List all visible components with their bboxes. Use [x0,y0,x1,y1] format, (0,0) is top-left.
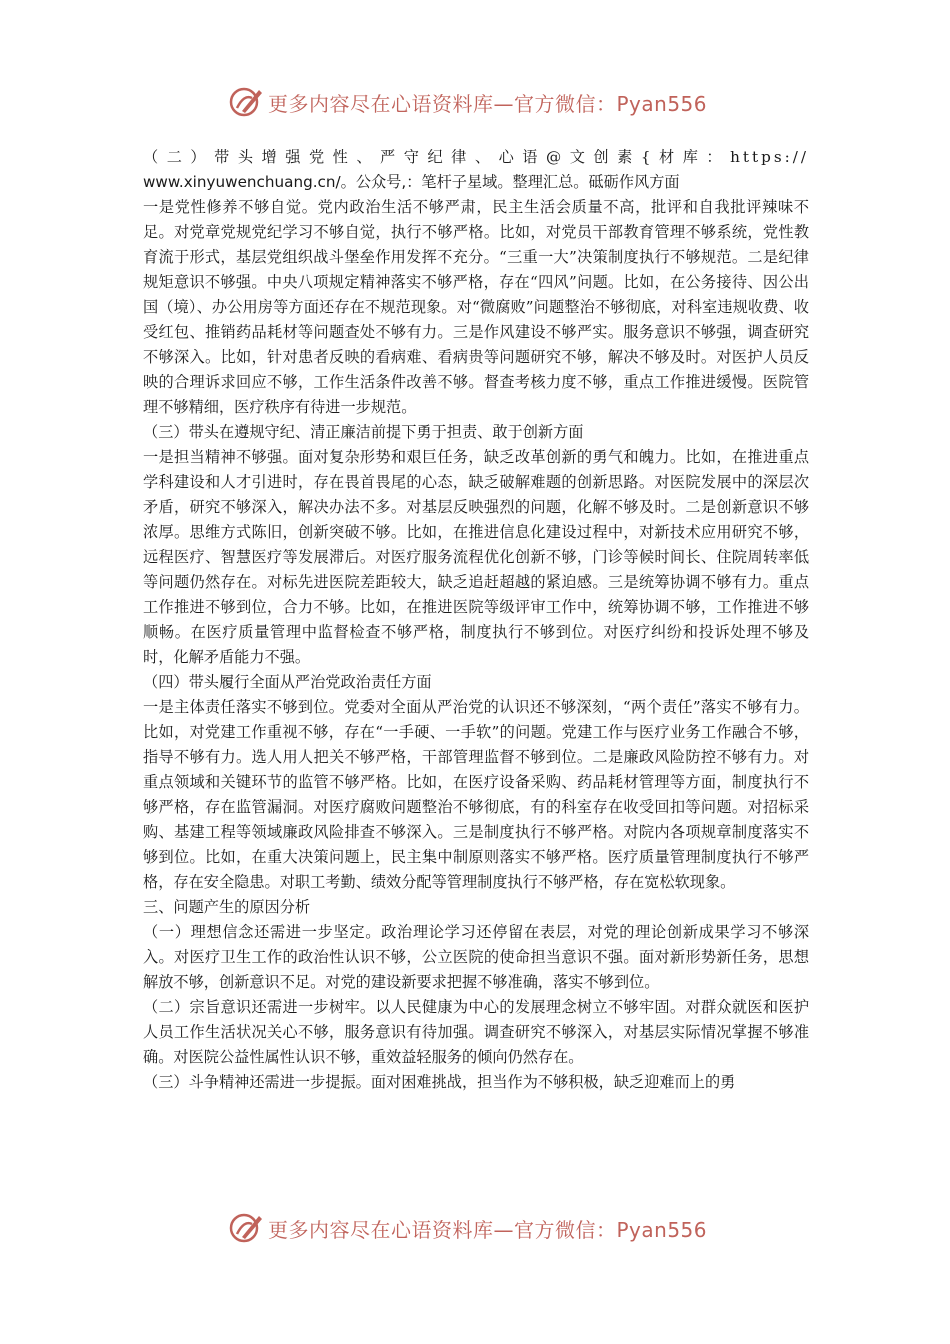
header-banner-text: 更多内容尽在心语资料库—官方微信：Pyan556 [268,91,708,116]
section-2-heading-line2: www.xinyuwenchuang.cn/。公众号,：笔杆子星域。整理汇总。砥砺作风方面 [143,173,680,191]
section-4-heading: （四）带头履行全面从严治党政治责任方面 [143,673,432,691]
cause-item-1: （一）理想信念还需进一步坚定。政治理论学习还停留在表层，对党的理论创新成果学习不够深入。对医疗卫生工作的政治性认识不够，公立医院的使命担当意识不强。面对新形势新任务，思想解放不够，创新意识不足。对党的建设新要求把握不够准确，落实不够到位。 [143,923,809,991]
section-3-body: 一是担当精神不够强。面对复杂形势和艰巨任务，缺乏改革创新的勇气和魄力。比如，在推进重点学科建设和人才引进时，存在畏首畏尾的心态，缺乏破解难题的创新思路。对医院发展中的深层次矛盾，研究不够深入，解决办法不多。对基层反映强烈的问题，化解不够及时。二是创新意识不够浓厚。思维方式陈旧，创新突破不够。比如，在推进信息化建设过程中，对新技术应用研究不够，远程医疗、智慧医疗等发展滞后。对医疗服务流程优化创新不够，门诊等候时间长、住院周转率低等问题仍然存在。对标先进医院差距较大，缺乏追赶超越的紧迫感。三是统筹协调不够有力。重点工作推进不够到位，合力不够。比如，在推进医院等级评审工作中，统筹协调不够，工作推进不够顺畅。在医疗质量管理中监督检查不够严格，制度执行不够到位。对医疗纠纷和投诉处理不够及时，化解矛盾能力不强。 [143,448,809,666]
part-3-heading: 三、问题产生的原因分析 [143,898,311,916]
cause-item-3: （三）斗争精神还需进一步提振。面对困难挑战，担当作为不够积极，缺乏迎难而上的勇 [143,1073,736,1091]
cause-item-2: （二）宗旨意识还需进一步树牢。以人民健康为中心的发展理念树立不够牢固。对群众就医和医护人员工作生活状况关心不够，服务意识有待加强。调查研究不够深入，对基层实际情况掌握不够准确。对医院公益性属性认识不够，重效益轻服务的倾向仍然存在。 [143,998,809,1066]
pen-logo-icon [228,84,264,120]
pen-logo-icon [228,1210,264,1246]
document-body [143,145,809,1095]
footer-banner-text: 更多内容尽在心语资料库—官方微信：Pyan556 [268,1217,708,1242]
header-banner [228,82,707,122]
section-2-body: 一是党性修养不够自觉。党内政治生活不够严肃，民主生活会质量不高，批评和自我批评辣味不足。对党章党规党纪学习不够自觉，执行不够严格。比如，对党员干部教育管理不够系统，党性教育流于形式，基层党组织战斗堡垒作用发挥不充分。“三重一大”决策制度执行不够规范。二是纪律规矩意识不够强。中央八项规定精神落实不够严格，存在“四风”问题。比如，在公务接待、因公出国（境）、办公用房等方面还存在不规范现象。对“微腐败”问题整治不够彻底，对科室违规收费、收受红包、推销药品耗材等问题查处不够有力。三是作风建设不够严实。服务意识不够强，调查研究不够深入。比如，针对患者反映的看病难、看病贵等问题研究不够，解决不够及时。对医护人员反映的合理诉求回应不够，工作生活条件改善不够。督查考核力度不够，重点工作推进缓慢。医院管理不够精细，医疗秩序有待进一步规范。 [143,198,809,416]
section-2-heading-line1: （二）带头增强党性、严守纪律、心语@文创素{材库：https:// [143,148,809,166]
section-4-body: 一是主体责任落实不够到位。党委对全面从严治党的认识还不够深刻，“两个责任”落实不够有力。比如，对党建工作重视不够，存在“一手硬、一手软”的问题。党建工作与医疗业务工作融合不够，指导不够有力。选人用人把关不够严格，干部管理监督不够到位。二是廉政风险防控不够有力。对重点领域和关键环节的监管不够严格。比如，在医疗设备采购、药品耗材管理等方面，制度执行不够严格，存在监管漏洞。对医疗腐败问题整治不够彻底，有的科室存在收受回扣等问题。对招标采购、基建工程等领域廉政风险排查不够深入。三是制度执行不够严格。对院内各项规章制度落实不够到位。比如，在重大决策问题上，民主集中制原则落实不够严格。医疗质量管理制度执行不够严格，存在安全隐患。对职工考勤、绩效分配等管理制度执行不够严格，存在宽松软现象。 [143,698,809,891]
section-3-heading: （三）带头在遵规守纪、清正廉洁前提下勇于担责、敢于创新方面 [143,423,584,441]
footer-banner [228,1208,707,1248]
